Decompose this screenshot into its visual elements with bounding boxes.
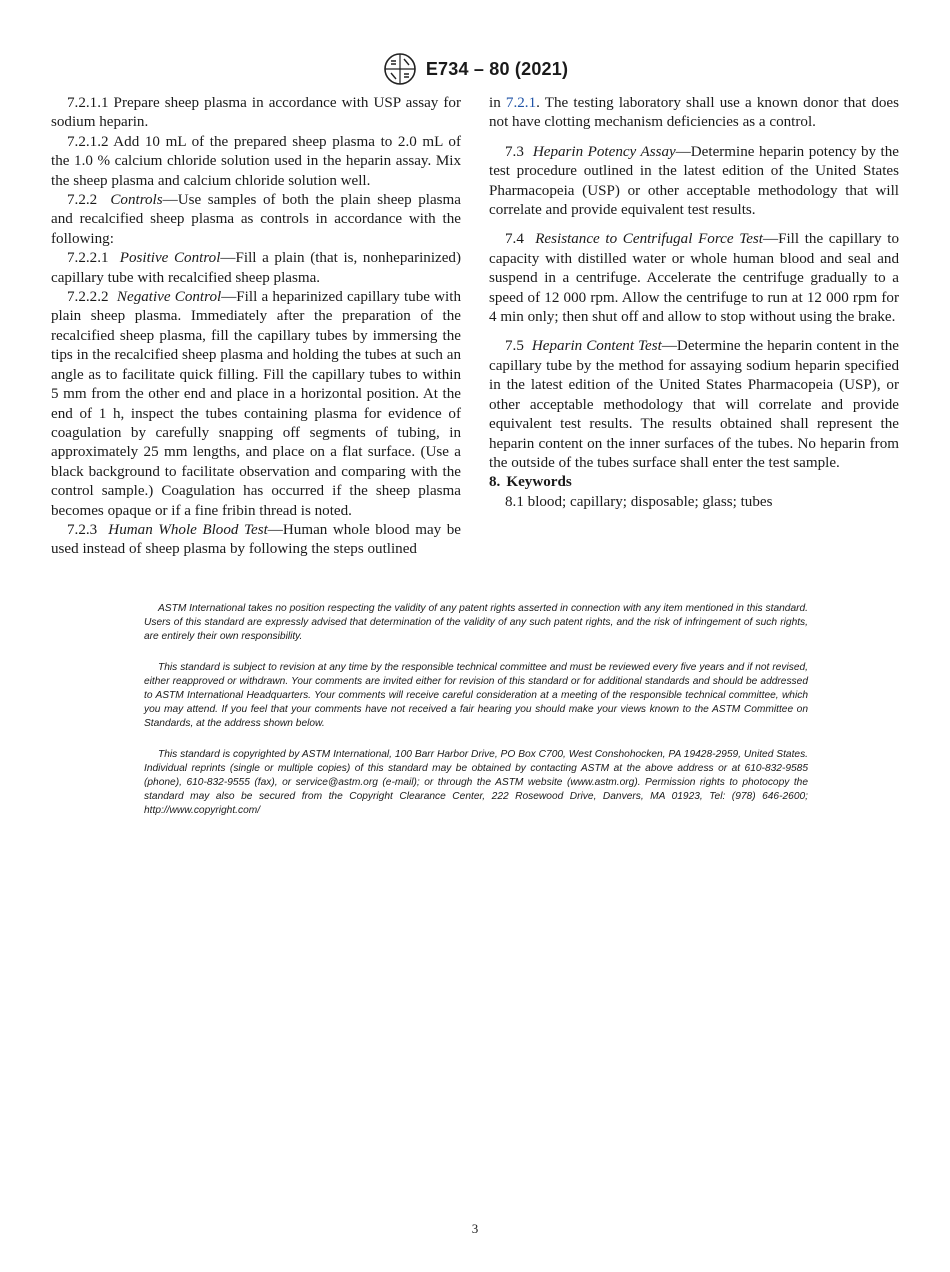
section-body: —Determine the heparin content in the capillary tube by the method for assaying sodium heparin specified in the latest edition of the United States Pharmacopeia (USP), or other acceptable methodology that will correlate and provide equivalent test results. The results obtained shall represent the heparin content on the inner surfaces of the tubes. No heparin from the outside of the tubes surface shall enter the test sample. bbox=[489, 338, 899, 471]
section-number: 7.2.2.1 bbox=[67, 250, 109, 267]
section-title: Positive Control bbox=[119, 250, 221, 267]
paragraph-7-2-3 bbox=[51, 521, 461, 560]
paragraph-7-2-1-1: 7.2.1.1 Prepare sheep plasma in accordance with USP assay for sodium heparin. bbox=[51, 95, 461, 131]
section-number: 7.4 bbox=[505, 231, 524, 248]
section-body: —Human whole blood may be used instead of sheep plasma by following the steps outlined bbox=[51, 521, 462, 558]
paragraph-8-1: 8.1 blood; capillary; disposable; glass; tubes bbox=[505, 493, 773, 510]
patent-notice: ASTM International takes no position respecting the validity of any patent rights asserted in connection with any item mentioned in this standard. Users of this standard are expressly advised that determination of the validity of any such patent rights, and the risk of infringement of such rights, are entirely their own responsibility. bbox=[144, 603, 808, 642]
section-number: 7.5 bbox=[505, 338, 524, 355]
astm-logo-icon bbox=[382, 52, 418, 86]
revision-notice: This standard is subject to revision at any time by the responsible technical committee and must be reviewed every five years and if not revised, either reapproved or withdrawn. Your comments are invited either for revision of this standard or for additional standards and should be addressed to ASTM International Headquarters. Your comments will receive careful consideration at a meeting of the responsible technical committee, which you may attend. If you feel that your comments have not received a fair hearing you should make your views known to the ASTM Committee on Standards, at the address shown below. bbox=[144, 662, 808, 729]
page-header bbox=[0, 52, 950, 86]
section-body: —Fill a heparinized capillary tube with plain sheep plasma. Immediately after the preparation of the recalcified sheep plasma, fill the capillary tubes by immersing the tips in the recalcified sheep plasma and holding the tubes at such an angle as to facilitate quick filling. Fill the capillary tubes to within 5 mm from the other end and place in a horizontal position. At the end of 1 h, inspect the tubes containing plasma for evidence of coagulation by carefully snapping off segments of tubing, in approximately 25 mm lengths, and place on a flat surface. (Use a black background to facilitate observation and comparing with the control sample.) Coagulation has occurred if the sheep plasma becomes opaque or if a fine fribin thread is noted. bbox=[51, 289, 461, 519]
section-title: Resistance to Centrifugal Force Test bbox=[535, 231, 763, 248]
section-body: —Fill a plain (that is, nonheparinized) capillary tube with recalcified sheep plasma. bbox=[51, 250, 461, 286]
section-body: —Use samples of both the plain sheep plasma and recalcified sheep plasma as controls in accordance with the following: bbox=[51, 192, 461, 247]
paragraph-continuation bbox=[489, 94, 899, 133]
section-title: Human Whole Blood Test bbox=[108, 521, 268, 538]
paragraph-7-3 bbox=[489, 143, 899, 221]
paragraph-7-2-2 bbox=[51, 191, 461, 249]
paragraph-7-4 bbox=[489, 230, 899, 327]
left-column bbox=[51, 94, 461, 560]
right-column bbox=[489, 94, 899, 512]
section-body: —Determine heparin potency by the test procedure outlined in the latest edition of the United States Pharmacopeia (USP) or other acceptable methodology that will correlate and provide equivalent test results. bbox=[489, 143, 899, 219]
section-number: 8. bbox=[489, 474, 501, 491]
paragraph-7-2-1-2: 7.2.1.2 Add 10 mL of the prepared sheep plasma to 2.0 mL of the 1.0 % calcium chloride solution used in the heparin assay. Mix the sheep plasma and calcium chloride solution well. bbox=[51, 133, 461, 189]
section-body: —Fill the capillary to capacity with distilled water or whole human blood and seal and suspend in a centrifuge. Accelerate the centrifuge gradually to a speed of 12 000 rpm. Allow the centrifuge to run at 12 000 rpm for 4 min only; then shut off and allow to stop without using the brake. bbox=[489, 231, 900, 326]
section-number: 7.2.3 bbox=[67, 521, 98, 538]
copyright-notice: This standard is copyrighted by ASTM International, 100 Barr Harbor Drive, PO Box C700, West Conshohocken, PA 19428-2959, United States. Individual reprints (single or multiple copies) of this standard may be obtained by contacting ASTM at the above address or at 610-832-9585 (phone), 610-832-9555 (fax), or service@astm.org (e-mail); or through the ASTM website (www.astm.org). Permission rights to photocopy the standard may also be secured from the Copyright Clearance Center, 222 Rosewood Drive, Danvers, MA 01923, Tel: (978) 646-2600; http://www.copyright.com/ bbox=[144, 749, 808, 816]
section-title: Heparin Potency Assay bbox=[532, 143, 676, 160]
document-designation: E734 – 80 (2021) bbox=[425, 58, 569, 79]
section-number: 7.2.2 bbox=[67, 192, 98, 209]
continuation-text: in bbox=[489, 95, 506, 111]
section-link-7-2-1[interactable]: 7.2.1 bbox=[505, 95, 537, 111]
section-number: 7.2.2.2 bbox=[67, 289, 109, 306]
continuation-text: . The testing laboratory shall use a known donor that does not have clotting mechanism deficiencies as a control. bbox=[489, 95, 900, 131]
section-title: Controls bbox=[110, 192, 163, 209]
paragraph-7-5 bbox=[489, 337, 899, 473]
paragraph-7-2-2-1 bbox=[51, 249, 461, 288]
section-title: Keywords bbox=[506, 474, 572, 491]
section-title: Heparin Content Test bbox=[531, 338, 662, 355]
page-number: 3 bbox=[471, 1221, 479, 1236]
astm-notices bbox=[144, 602, 808, 835]
paragraph-7-2-2-2 bbox=[51, 288, 461, 521]
section-number: 7.3 bbox=[505, 143, 524, 160]
keywords-heading bbox=[489, 473, 899, 492]
section-title: Negative Control bbox=[116, 289, 222, 306]
